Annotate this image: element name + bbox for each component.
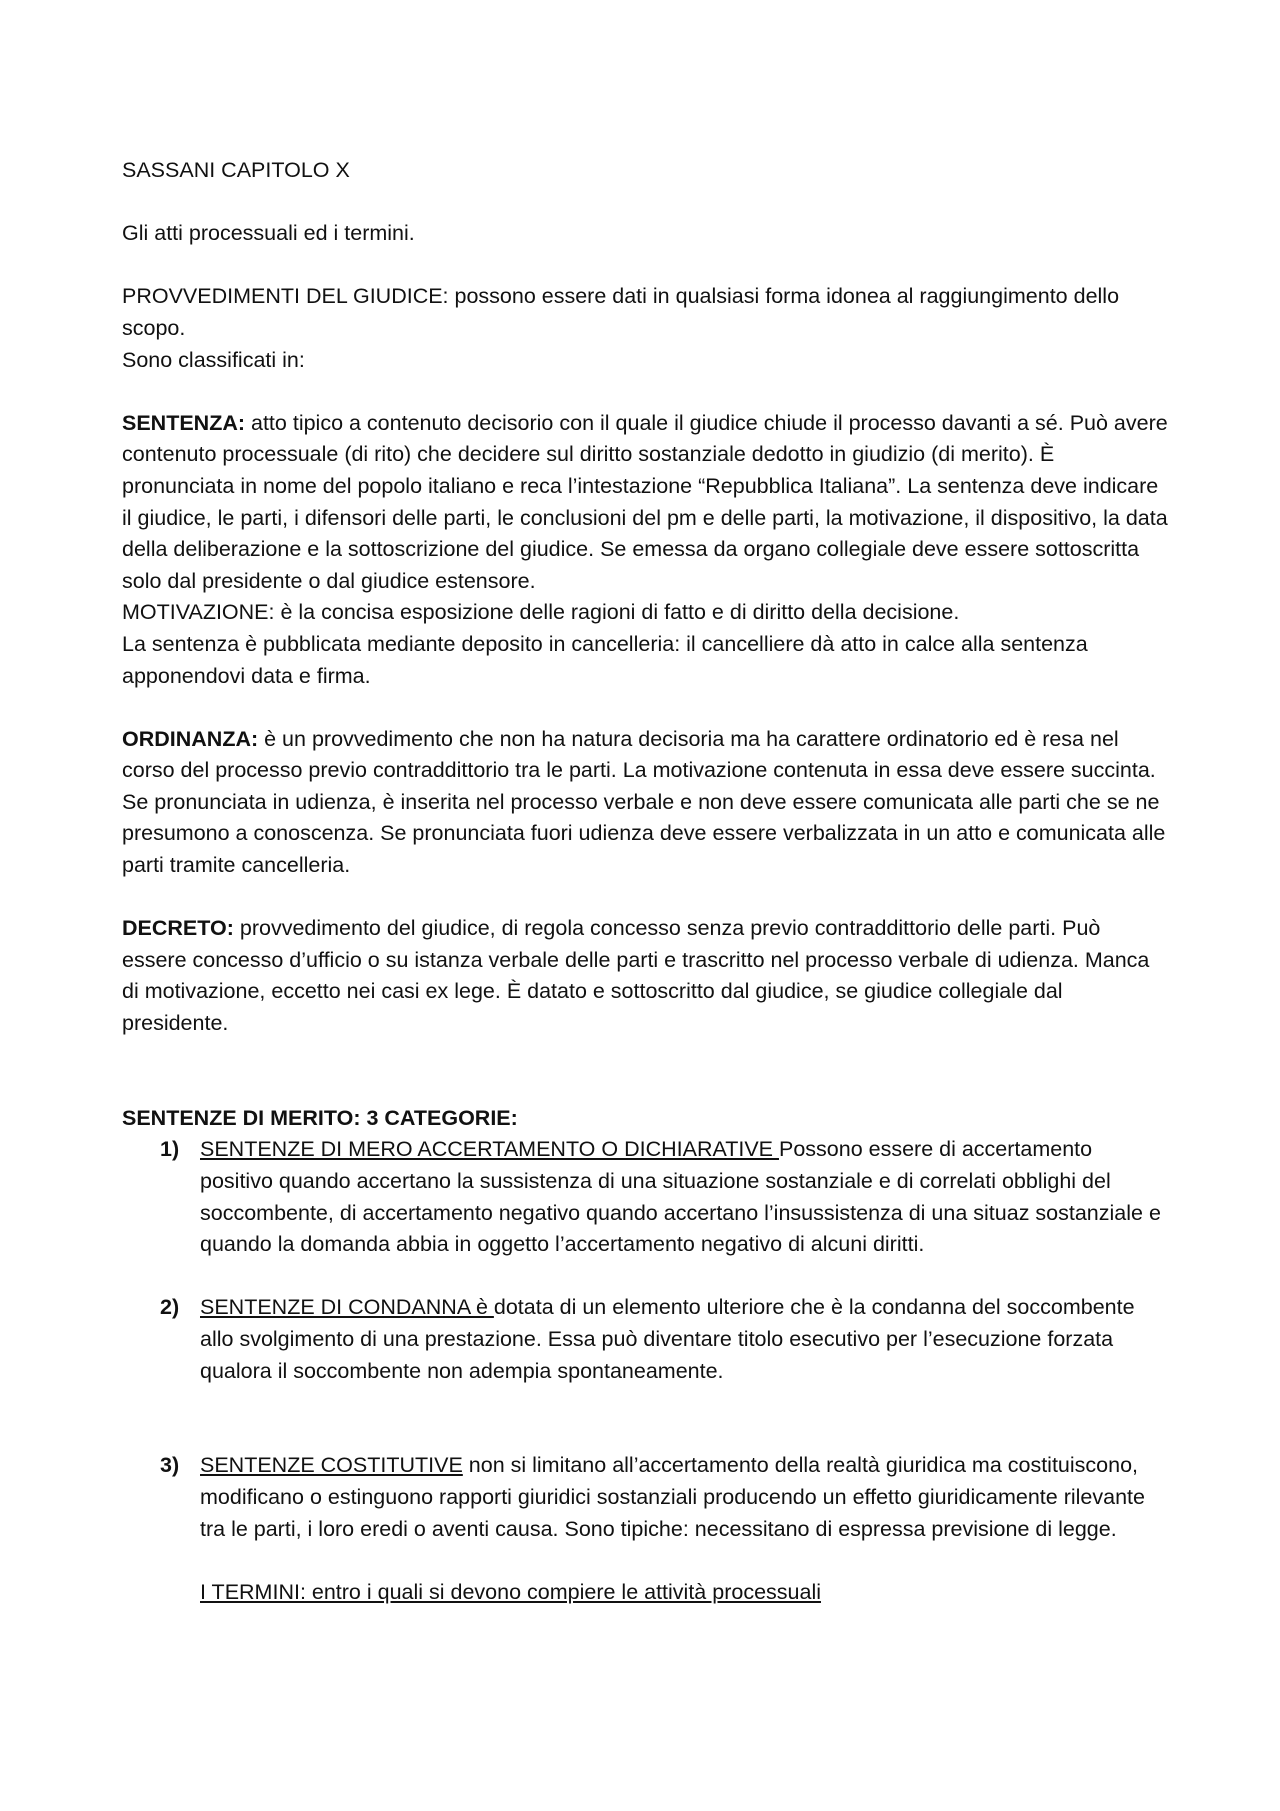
spacer <box>122 1071 1170 1103</box>
ordinanza-text: è un provvedimento che non ha natura decisoria ma ha carattere ordinatorio ed è resa nel corso del processo previo contraddittorio tra le parti. La motivazione contenuta in essa deve essere succinta. Se pronunciata in udienza, è inserita nel processo verbale e non deve essere comunicata alle parti che se ne presumono a conoscenza. Se pronunciata fuori udienza deve essere verbalizzata in un atto e comunicata alle parti tramite cancelleria. <box>122 726 1166 878</box>
document-subtitle: Gli atti processuali ed i termini. <box>122 221 415 246</box>
list-item-number: 2) <box>160 1295 180 1320</box>
list-item-title: SENTENZE DI MERO ACCERTAMENTO O DICHIARATIVE <box>200 1137 779 1162</box>
list-item-number: 3) <box>160 1453 180 1478</box>
intro-line: PROVVEDIMENTI DEL GIUDICE: possono essere dati in qualsiasi forma idonea al raggiungimento dello scopo. <box>122 284 1120 340</box>
list-item <box>160 1450 1170 1545</box>
merito-heading: SENTENZE DI MERITO: 3 CATEGORIE: <box>122 1105 518 1130</box>
sentenza-section <box>122 408 1170 692</box>
motivazione-line: MOTIVAZIONE: è la concisa esposizione delle ragioni di fatto e di diritto della decisione. <box>122 600 960 625</box>
decreto-label: DECRETO: <box>122 916 234 941</box>
sentenza-text: atto tipico a contenuto decisorio con il quale il giudice chiude il processo davanti a sé. Può avere contenuto processuale (di rito) che decidere sul diritto sostanziale dedotto in giudizio (di merito). È pronunciata in nome del popolo italiano e reca l’intestazione “Repubblica Italiana”. La sentenza deve indicare il giudice, le parti, i difensori delle parti, le conclusioni del pm e delle parti, la motivazione, il dispositivo, la data della deliberazione e la sottoscrizione del giudice. Se emessa da organo collegiale deve essere sottoscritta solo dal presidente o dal giudice estensore. <box>122 410 1168 593</box>
list-item-title: SENTENZE DI CONDANNA è <box>200 1295 494 1320</box>
termini-heading: I TERMINI: entro i quali si devono compiere le attività processuali <box>200 1579 821 1604</box>
sentenza-paragraph <box>122 408 1170 598</box>
document-title: SASSANI CAPITOLO X <box>122 158 350 182</box>
merito-list <box>122 1134 1170 1545</box>
list-item <box>160 1134 1170 1260</box>
list-item-text: Possono essere di accertamento positivo quando accertano la sussistenza di una situazione sostanziale e di correlati obblighi del soccombente, di accertamento negativo quando accertano l’insussistenza di una situaz sostanziale e quando la domanda abbia in oggetto l’accertamento negativo di alcuni diritti. <box>200 1137 1161 1257</box>
list-item-title: SENTENZE COSTITUTIVE <box>200 1453 463 1478</box>
decreto-paragraph <box>122 913 1170 1039</box>
list-item-text: dotata di un elemento ulteriore che è la condanna del soccombente allo svolgimento di una prestazione. Essa può diventare titolo esecutivo per l’esecuzione forzata qualora il soccombente non adempia spontaneamente. <box>200 1295 1135 1383</box>
sentenza-label: SENTENZA: <box>122 410 246 435</box>
list-item-text: non si limitano all’accertamento della realtà giuridica ma costituiscono, modificano o estinguono rapporti giuridici sostanziali producendo un effetto giuridicamente rilevante tra le parti, i loro eredi o aventi causa. Sono tipiche: necessitano di espressa previsione di legge. <box>200 1453 1145 1541</box>
pubblicazione-line: La sentenza è pubblicata mediante deposito in cancelleria: il cancelliere dà atto in calce alla sentenza apponendovi data e firma. <box>122 631 1088 688</box>
list-item-number: 1) <box>160 1137 180 1162</box>
ordinanza-label: ORDINANZA: <box>122 726 259 751</box>
intro-paragraph <box>122 281 1170 376</box>
decreto-text: provvedimento del giudice, di regola concesso senza previo contraddittorio delle parti. Può essere concesso d’ufficio o su istanza verbale delle parti e trascritto nel processo verbale di udienza. Manca di motivazione, eccetto nei casi ex lege. È datato e sottoscritto dal giudice, se giudice collegiale dal presidente. <box>122 916 1150 1036</box>
list-item <box>160 1292 1170 1387</box>
ordinanza-paragraph <box>122 724 1170 882</box>
intro-classified-line: Sono classificati in: <box>122 347 305 372</box>
